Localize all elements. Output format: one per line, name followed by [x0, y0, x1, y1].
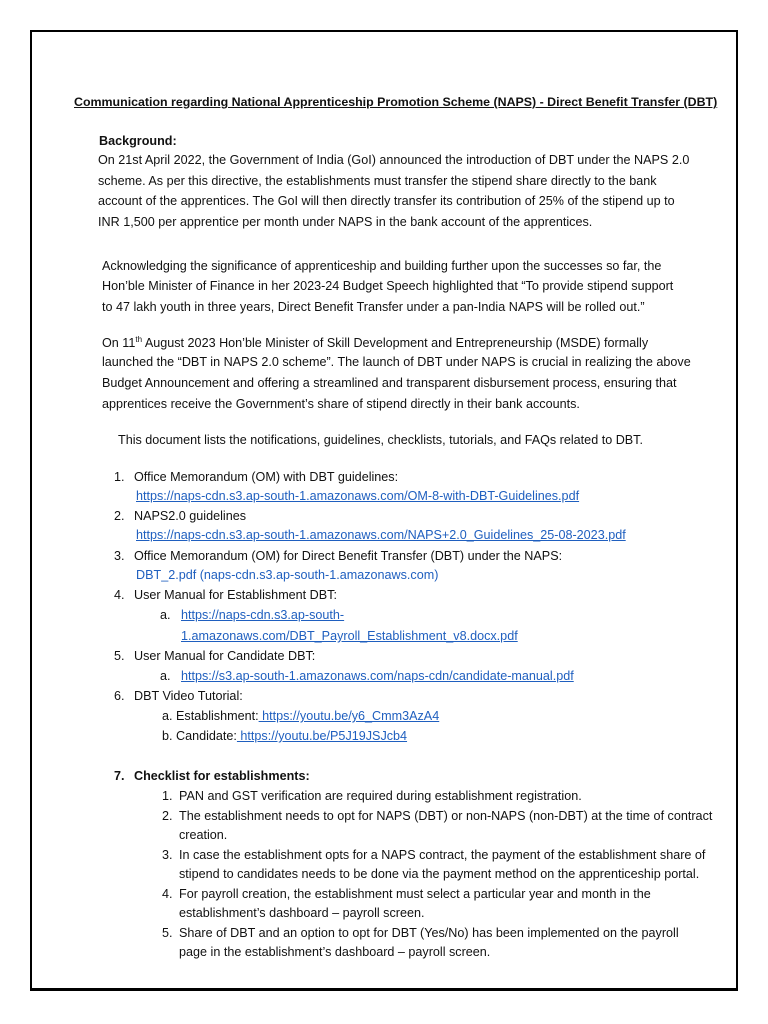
paragraph-3-line-1: [102, 330, 648, 354]
paragraph-2-line-3: to 47 lakh youth in three years, Direct Benefit Transfer under a pan-India NAPS will be rolled out.”: [102, 300, 645, 314]
list-number: 7.: [114, 769, 125, 783]
page-border-bottom: [30, 988, 738, 991]
list-item-text: User Manual for Establishment DBT:: [134, 588, 337, 602]
list-number: 1.: [114, 470, 125, 484]
list-item-5: [114, 646, 315, 667]
paragraph-1-line-4: INR 1,500 per apprentice per month under NAPS in the bank account of the apprentices.: [98, 215, 593, 229]
list-item-2: [114, 506, 246, 527]
link-candidate-manual[interactable]: https://s3.ap-south-1.amazonaws.com/naps-cdn/candidate-manual.pdf: [181, 669, 574, 683]
checklist-number: 1.: [162, 789, 173, 803]
paragraph-1-line-2: scheme. As per this directive, the establishments must transfer the stipend share directly to the bank: [98, 174, 657, 188]
link-establishment-manual-part-1[interactable]: https://naps-cdn.s3.ap-south-: [181, 608, 345, 622]
checklist-text: Share of DBT and an option to opt for DBT (Yes/No) has been implemented on the payroll: [179, 926, 679, 940]
list-item-4: [114, 585, 337, 606]
checklist-number: 4.: [162, 887, 173, 901]
checklist-item: [162, 884, 651, 905]
p3-rest: August 2023 Hon’ble Minister of Skill Development and Entrepreneurship (MSDE) formally: [142, 336, 649, 351]
link-tutorial-establishment[interactable]: https://youtu.be/y6_Cmm3AzA4: [258, 709, 440, 723]
list-item-text: Office Memorandum (OM) with DBT guidelines:: [134, 470, 399, 484]
tutorial-candidate: [162, 726, 407, 747]
checklist-item: [162, 806, 712, 827]
paragraph-2-line-1: Acknowledging the significance of apprenticeship and building further upon the successes so far, the: [102, 259, 662, 273]
list-item-6: [114, 686, 243, 707]
checklist-text-cont: creation.: [179, 828, 228, 842]
list-item-text: User Manual for Candidate DBT:: [134, 649, 316, 663]
checklist-number: 5.: [162, 926, 173, 940]
list-item-5-sub-marker: a.: [160, 669, 171, 683]
checklist-text-cont: stipend to candidates needs to be done via the payment method on the apprenticeship portal.: [179, 867, 700, 881]
checklist-number: 2.: [162, 809, 173, 823]
paragraph-1-line-1: On 21st April 2022, the Government of India (GoI) announced the introduction of DBT under the NAPS 2.0: [98, 153, 690, 167]
checklist-text-cont: page in the establishment’s dashboard – payroll screen.: [179, 945, 491, 959]
link-om-dbt-naps[interactable]: DBT_2.pdf (naps-cdn.s3.ap-south-1.amazonaws.com): [136, 568, 439, 582]
list-item-3: [114, 546, 562, 567]
tutorial-candidate-label: b. Candidate:: [162, 729, 237, 743]
list-item-4-sub-marker: a.: [160, 608, 171, 622]
list-item-text: NAPS2.0 guidelines: [134, 509, 247, 523]
paragraph-3-line-3: Budget Announcement and offering a streamlined and transparent disbursement process, ensuring that: [102, 376, 677, 390]
checklist-text: For payroll creation, the establishment must select a particular year and month in the: [179, 887, 651, 901]
checklist-heading: Checklist for establishments:: [134, 769, 310, 783]
list-number: 2.: [114, 509, 125, 523]
checklist-text: The establishment needs to opt for NAPS (DBT) or non-NAPS (non-DBT) at the time of contract: [179, 809, 713, 823]
list-number: 4.: [114, 588, 125, 602]
list-item-text: DBT Video Tutorial:: [134, 689, 243, 703]
checklist-number: 3.: [162, 848, 173, 862]
checklist-text: In case the establishment opts for a NAPS contract, the payment of the establishment share of: [179, 848, 706, 862]
p3-prefix: On 11: [102, 336, 136, 351]
link-om-dbt-guidelines[interactable]: https://naps-cdn.s3.ap-south-1.amazonaws.com/OM-8-with-DBT-Guidelines.pdf: [136, 489, 580, 503]
checklist-item: [162, 923, 679, 944]
list-number: 6.: [114, 689, 125, 703]
list-number: 5.: [114, 649, 125, 663]
paragraph-1-line-3: account of the apprentices. The GoI will then directly transfer its contribution of 25% of the stipend up to: [98, 194, 675, 208]
paragraph-3-line-4: apprentices receive the Government’s share of stipend directly in their bank accounts.: [102, 397, 580, 411]
checklist-text: PAN and GST verification are required during establishment registration.: [179, 789, 582, 803]
link-naps2-guidelines[interactable]: https://naps-cdn.s3.ap-south-1.amazonaws.com/NAPS+2.0_Guidelines_25-08-2023.pdf: [136, 528, 626, 542]
paragraph-3-line-2: launched the “DBT in NAPS 2.0 scheme”. The launch of DBT under NAPS is crucial in realizing the above: [102, 355, 691, 369]
paragraph-2-line-2: Hon’ble Minister of Finance in her 2023-24 Budget Speech highlighted that “To provide stipend support: [102, 279, 674, 293]
checklist-item: [162, 845, 705, 866]
list-item-7: [114, 766, 310, 787]
paragraph-4: This document lists the notifications, guidelines, checklists, tutorials, and FAQs related to DBT.: [118, 433, 643, 447]
p3-superscript: th: [135, 335, 143, 344]
tutorial-establishment-label: a. Establishment:: [162, 709, 259, 723]
list-item-1: [114, 467, 398, 488]
list-item-text: Office Memorandum (OM) for Direct Benefit Transfer (DBT) under the NAPS:: [134, 549, 563, 563]
list-number: 3.: [114, 549, 125, 563]
checklist-text-cont: establishment’s dashboard – payroll screen.: [179, 906, 425, 920]
tutorial-establishment: [162, 706, 439, 727]
document-title: Communication regarding National Apprenticeship Promotion Scheme (NAPS) - Direct Benefit Transfer (DBT): [74, 95, 718, 109]
link-tutorial-candidate[interactable]: https://youtu.be/P5J19JSJcb4: [236, 729, 408, 743]
checklist-item: [162, 786, 582, 807]
link-establishment-manual-part-2[interactable]: 1.amazonaws.com/DBT_Payroll_Establishment_v8.docx.pdf: [181, 629, 518, 643]
background-heading: Background:: [99, 134, 177, 148]
